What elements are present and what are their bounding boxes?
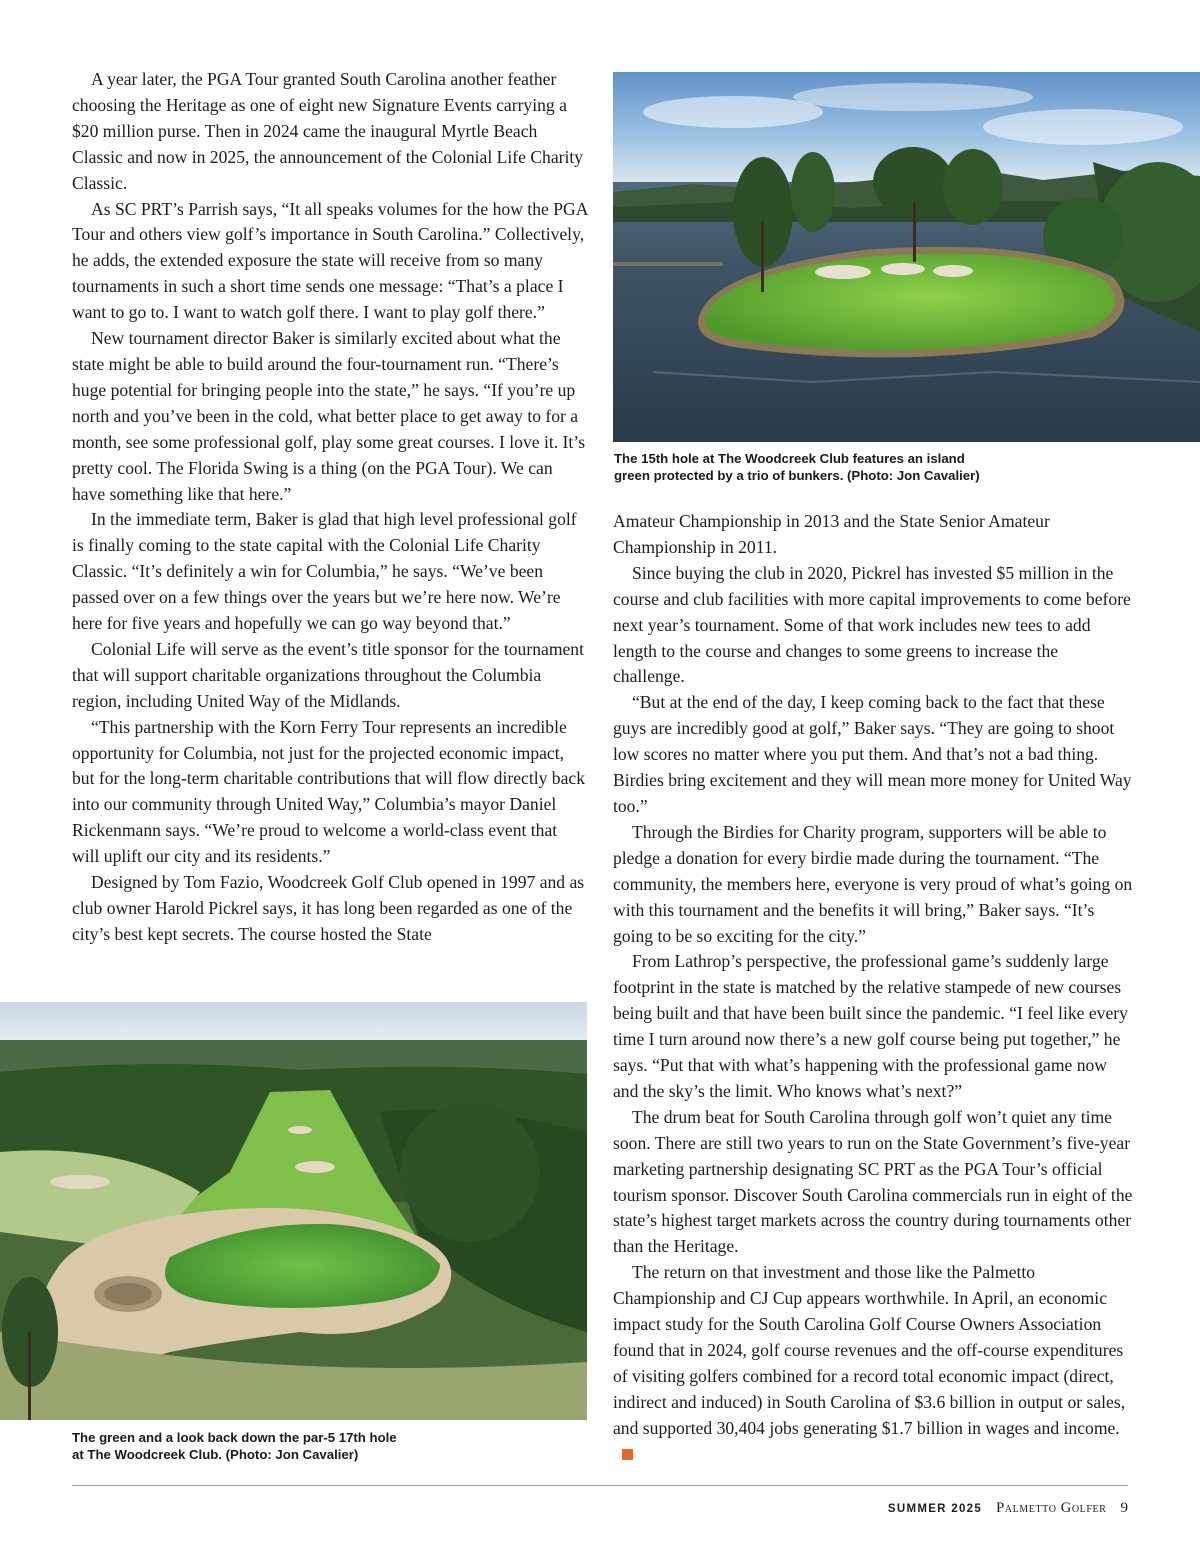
- footer-issue-season: SUMMER 2025: [887, 1503, 983, 1515]
- paragraph: Designed by Tom Fazio, Woodcreek Golf Club opened in 1997 and as club owner Harold Pickrel says, it has long been regarded as one of the city’s best kept secrets. The course hosted the State: [72, 872, 585, 944]
- caption-15th-hole: [614, 450, 1154, 484]
- paragraph: From Lathrop’s perspective, the professional game’s suddenly large footprint in the state is matched by the relative stampede of new courses being built and that have been built since the pandemic. “I feel like every time I turn around now there’s a new golf course being put together,” he says. “Put that with what’s happening with the professional game now and the sky’s the limit. Who knows what’s next?”: [613, 951, 1128, 1101]
- paragraph-last: [613, 1260, 1133, 1467]
- paragraph: Since buying the club in 2020, Pickrel has invested $5 million in the course and club facilities with more capital improvements to come before next year’s tournament. Some of that work includes new tees to add length to the course and changes to some greens to increase the challenge.: [613, 562, 1131, 687]
- caption-line: The 15th hole at The Woodcreek Club features an island: [614, 451, 965, 466]
- photo-15th-hole-island-green: [613, 72, 1200, 442]
- caption-line: green protected by a trio of bunkers. (Photo: Jon Cavalier): [614, 468, 980, 483]
- paragraph: Through the Birdies for Charity program, supporters will be able to pledge a donation for every birdie made during the tournament. “The community, the members here, everyone is very proud of what’s going on with this tournament and the benefits it will bring,” Baker says. “It’s going to be so exciting for the city.”: [613, 821, 1133, 946]
- page-footer: [888, 1500, 1128, 1517]
- photo-17th-hole-green: [0, 1002, 587, 1420]
- paragraph: “But at the end of the day, I keep coming back to the fact that these guys are incredibly good at golf,” Baker says. “They are going to shoot low scores no matter where you put them. And that’s not a bad thing. Birdies bring excitement and they will mean more money for United Way too.”: [613, 692, 1132, 816]
- paragraph: Colonial Life will serve as the event’s title sponsor for the tournament that will support charitable organizations throughout the Columbia region, including United Way of the Midlands.: [72, 638, 584, 711]
- article-left-column: [72, 67, 588, 948]
- end-of-article-mark: [622, 1449, 633, 1460]
- paragraph-text: The return on that investment and those like the Palmetto Championship and CJ Cup appears worthwhile. In April, an economic impact study for the South Carolina Golf Course Owners Association found that in 2024, golf course revenues and the off-course expenditures of visiting golfers combined for a record total economic impact (direct, indirect and induced) in South Carolina of $3.6 billion in output or sales, and supported 30,404 jobs generating $1.7 billion in wages and income.: [613, 1262, 1126, 1438]
- caption-line: The green and a look back down the par-5 17th hole: [72, 1430, 397, 1445]
- paragraph: A year later, the PGA Tour granted South Carolina another feather choosing the Heritage as one of eight new Signature Events carrying a $20 million purse. Then in 2024 came the inaugural Myrtle Beach Classic and now in 2025, the announcement of the Colonial Life Charity Classic.: [72, 69, 584, 193]
- caption-17th-hole: [72, 1429, 572, 1463]
- 17th-hole-illustration: [0, 1002, 587, 1420]
- footer-magazine-name: Palmetto Golfer: [996, 1500, 1107, 1516]
- footer-rule: [72, 1485, 1128, 1486]
- footer-page-number: 9: [1120, 1500, 1128, 1516]
- caption-line: at The Woodcreek Club. (Photo: Jon Cavalier): [72, 1447, 359, 1462]
- paragraph: New tournament director Baker is similarly excited about what the state might be able to build around the four-tournament run. “There’s huge potential for bringing people into the state,” he says. “If you’re up north and you’ve been in the cold, what better place to get away to for a month, see some professional golf, play some great courses. I love it. It’s pretty cool. The Florida Swing is a thing (on the PGA Tour). We can have something like that here.”: [72, 328, 586, 504]
- island-green-illustration: [613, 72, 1200, 442]
- paragraph: As SC PRT’s Parrish says, “It all speaks volumes for the how the PGA Tour and others view golf’s importance in South Carolina.” Collectively, he adds, the extended exposure the state will receive from so many tournaments in such a short time sends one message: “That’s a place I want to go to. I want to watch golf there. I want to play golf there.”: [72, 198, 588, 323]
- article-right-column: [613, 509, 1133, 1468]
- paragraph: The drum beat for South Carolina through golf won’t quiet any time soon. There are still two years to run on the State Government’s five-year marketing partnership designating SC PRT as the PGA Tour’s official tourism sponsor. Discover South Carolina commercials run in eight of the state’s highest target markets across the country during tournaments other than the Heritage.: [613, 1106, 1133, 1257]
- paragraph: In the immediate term, Baker is glad that high level professional golf is finally coming to the state capital with the Colonial Life Charity Classic. “It’s definitely a win for Columbia,” he says. “We’ve been passed over on a few things over the years but we’re here now. We’re here for five years and hopefully we can go way beyond that.”: [72, 509, 577, 634]
- paragraph: “This partnership with the Korn Ferry Tour represents an incredible opportunity for Columbia, not just for the projected economic impact, but for the long-term charitable contributions that will flow directly back into our community through United Way,” Columbia’s mayor Daniel Rickenmann says. “We’re proud to welcome a world-class event that will uplift our city and its residents.”: [72, 716, 586, 867]
- paragraph: Amateur Championship in 2013 and the State Senior Amateur Championship in 2011.: [613, 511, 1050, 557]
